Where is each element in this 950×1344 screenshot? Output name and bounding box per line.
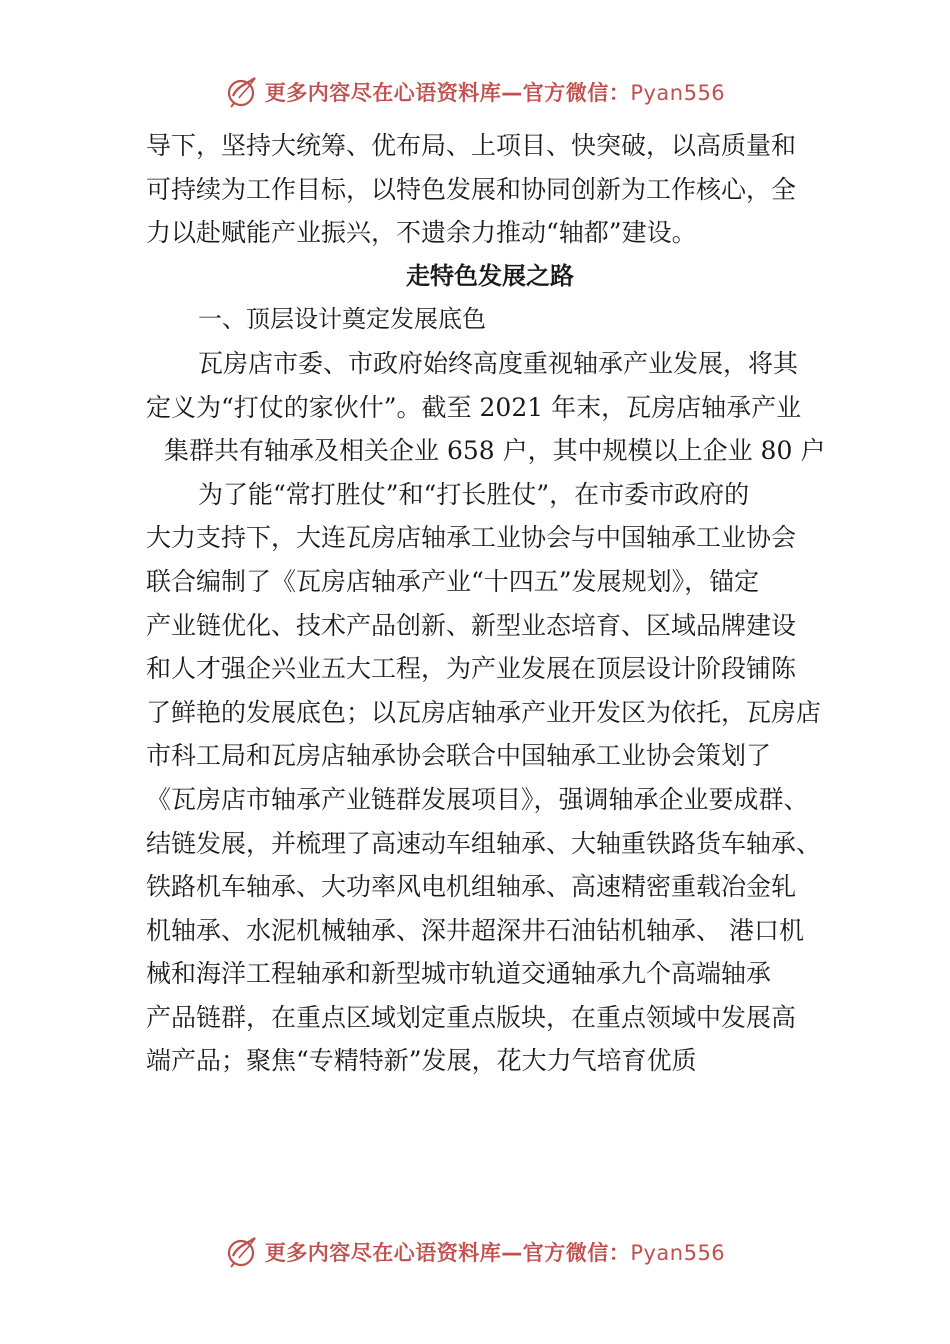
paragraph-line: 《瓦房店市轴承产业链群发展项目》，强调轴承企业要成群、 <box>146 784 809 814</box>
paragraph-line: 集群共有轴承及相关企业 658 户，其中规模以上企业 80 户 <box>164 436 826 466</box>
footer-watermark <box>0 1232 950 1272</box>
paragraph-line: 导下，坚持大统筹、优布局、上项目、快突破，以高质量和 <box>146 131 797 160</box>
paragraph-line: 瓦房店市委、市政府始终高度重视轴承产业发展，将其 <box>198 348 799 378</box>
paragraph-line: 定义为“打仗的家伙什”。截至 2021 年末，瓦房店轴承产业 <box>146 392 802 422</box>
document-body <box>146 124 826 1083</box>
paragraph-line: 为了能“常打胜仗”和“打长胜仗”，在市委市政府的 <box>198 479 750 509</box>
subsection-heading: 一、顶层设计奠定发展底色 <box>198 305 486 334</box>
header-watermark <box>0 72 950 112</box>
wechat-id: Pyan556 <box>630 1241 726 1265</box>
paragraph-line: 可持续为工作目标，以特色发展和协同创新为工作核心，全 <box>146 174 797 204</box>
paragraph-line: 和人才强企兴业五大工程，为产业发展在顶层设计阶段铺陈 <box>146 654 797 684</box>
paragraph-line: 产品链群，在重点区域划定重点版块，在重点领域中发展高 <box>146 1002 797 1032</box>
paragraph-line: 械和海洋工程轴承和新型城市轨道交通轴承九个高端轴承 <box>146 959 772 989</box>
paragraph-line: 结链发展，并梳理了高速动车组轴承、大轴重铁路货车轴承、 <box>146 828 822 858</box>
paragraph-line: 机轴承、水泥机械轴承、深井超深井石油钻机轴承、 港口机 <box>146 915 804 945</box>
watermark-text: 更多内容尽在心语资料库—官方微信：Pyan556 <box>264 81 726 105</box>
paragraph-line: 了鲜艳的发展底色；以瓦房店轴承产业开发区为依托，瓦房店 <box>146 697 822 727</box>
paragraph-line: 市科工局和瓦房店轴承协会联合中国轴承工业协会策划了 <box>146 741 772 771</box>
paragraph-line: 力以赴赋能产业振兴，不遗余力推动“轴都”建设。 <box>146 218 697 248</box>
wechat-id: Pyan556 <box>630 81 726 105</box>
paragraph-line: 铁路机车轴承、大功率风电机组轴承、高速精密重载冶金轧 <box>146 872 797 902</box>
paragraph-line: 端产品；聚焦“专精特新”发展，花大力气培育优质 <box>146 1046 697 1076</box>
quill-swirl-logo-icon <box>225 74 261 110</box>
quill-swirl-logo-icon <box>225 1234 261 1270</box>
watermark-text: 更多内容尽在心语资料库—官方微信：Pyan556 <box>264 1241 726 1265</box>
section-title: 走特色发展之路 <box>406 261 574 290</box>
paragraph-line: 联合编制了《瓦房店轴承产业“十四五”发展规划》，锚定 <box>146 566 760 596</box>
paragraph-line: 大力支持下，大连瓦房店轴承工业协会与中国轴承工业协会 <box>146 523 797 553</box>
paragraph-line: 产业链优化、技术产品创新、新型业态培育、区域品牌建设 <box>146 610 797 640</box>
